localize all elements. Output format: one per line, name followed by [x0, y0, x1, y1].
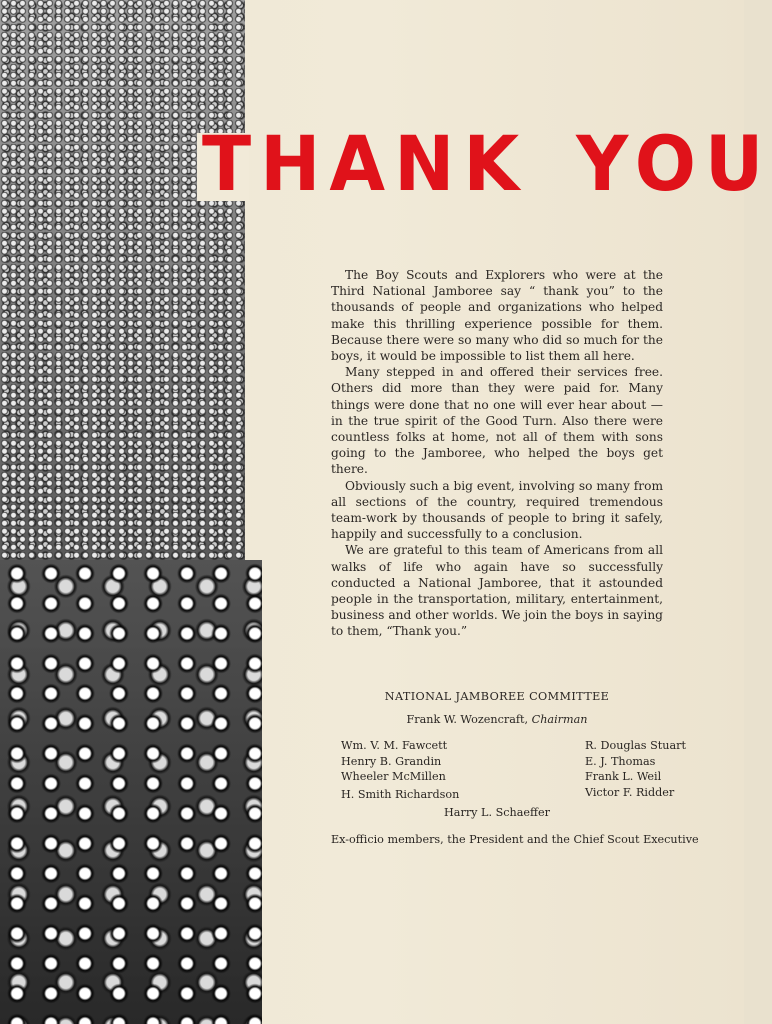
chairman-title: Chairman [531, 713, 588, 726]
committee-chairman [331, 713, 663, 726]
paragraph-1: The Boy Scouts and Explorers who were at the Third National Jamboree say “ thank you” to the thousands of people and organizations who helped make this thrilling experience possible for them. Because there were so many who did so much for the boys, it would be impossible to list them all here. [331, 268, 663, 364]
member-name: H. Smith Richardson [341, 787, 460, 801]
title-word-thank: THANK [202, 119, 529, 209]
page-title [202, 119, 772, 209]
paragraph-3: Obviously such a big event, involving so many from all sections of the country, required tremendous team-work by thousands of people to bring it safely, happily and successfully to a conclusion. [331, 478, 663, 542]
members-left-column [341, 738, 459, 802]
members-right-column [585, 738, 686, 802]
member-name: Henry B. Grandin [341, 754, 442, 768]
member-name: R. Douglas Stuart [584, 739, 686, 752]
committee-listing [331, 690, 699, 847]
member-name: Frank L. Weil [584, 770, 662, 784]
member-name: E. J. Thomas [584, 754, 656, 768]
title-word-you: YOU [576, 119, 772, 209]
paragraph-4: We are grateful to this team of Americans from all walks of life who again have so successfully conducted a National Jamboree, that it astounded people in the transportation, military, entertainment, business and other worlds. We join the boys in saying to them, “Thank you.” [331, 543, 663, 639]
member-name: Wheeler McMillen [341, 770, 446, 784]
chairman-name: Frank W. Wozencraft, [406, 713, 529, 726]
thank-you-letter [331, 267, 663, 640]
crowd-of-scouts-photo-foreground [0, 560, 262, 1024]
member-name: Victor F. Ridder [584, 785, 675, 799]
committee-members [341, 738, 686, 802]
member-name: Wm. V. M. Fawcett [341, 739, 448, 752]
paragraph-2: Many stepped in and offered their services free. Others did more than they were paid for. Many things were done that no one will ever hear about — in the true spirit of the Good Turn. Also there were countless folks at home, not all of them with sons going to the Jamboree, who helped the boys get there. [331, 365, 663, 477]
exofficio-note: Ex-officio members, the President and the Chief Scout Executive [331, 833, 699, 847]
committee-heading: NATIONAL JAMBOREE COMMITTEE [384, 690, 610, 703]
member-name-center: Harry L. Schaeffer [444, 806, 550, 820]
